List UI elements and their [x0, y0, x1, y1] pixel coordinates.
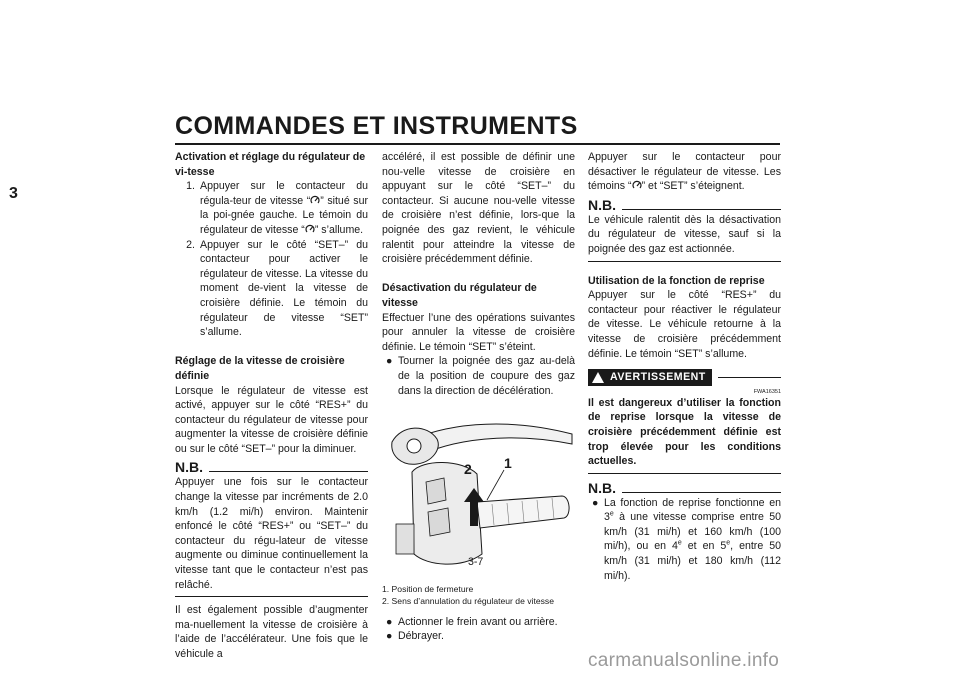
step-text: ” s’allume. [314, 223, 364, 236]
warning-badge [588, 369, 712, 386]
list-item: ● La fonction de reprise fonctionne en 3e à une vitesse comprise entre 50 km/h (31 mi/h) et 160 km/h (100 mi/h), ou en 4e et en 5e, entre 50 km/h (31 mi/h) et 180 km/h (112 mi/h). [592, 496, 781, 582]
step-text: Appuyer sur le côté “SET–” du contacteur pour activer le régulateur de vitesse. La vitesse du moment de-vient la vitesse de croisière définie. Le témoin du régulateur de vitesse “SET” s’allume. [200, 238, 368, 339]
figure-label-2: 2 [464, 461, 472, 478]
warning-text: Il est dangereux d’utiliser la fonction de reprise lorsque la vitesse de croisière précédemment définie est trop élevée pour les conditions actuelles. [588, 396, 781, 468]
note-label: N.B. [588, 196, 616, 213]
cruise-control-icon [310, 195, 320, 205]
list-item: ● Tourner la poignée des gaz au-delà de la position de coupure des gaz dans la direction de décélération. [386, 355, 575, 397]
paragraph: Appuyer sur le côté “RES+” du contacteur pour réactiver le régulateur de vitesse. Le véhicule retourne à la vitesse de croisière précédemment définie. Le témoin “SET” s’allume. [588, 289, 781, 360]
paragraph: Effectuer l’une des opérations suivantes pour annuler la vitesse de croisière définie. Le témoin “SET” s’éteint. [382, 311, 575, 353]
paragraph: accéléré, il est possible de définir une nou-velle vitesse de croisière en appuyant sur le côté “SET–” du contacteur. Si aucune nou-velle vitesse de croisière n’est définie, lors-que la poignée des gaz revient, le véhicule ralentit pour atteindre la vitesse de croisière précédemment définie. [382, 151, 575, 266]
section-heading-resume: Utilisation de la fonction de reprise [588, 274, 765, 287]
watermark: carmanualsonline.info [588, 650, 780, 671]
note-text: Appuyer une fois sur le contacteur change la vitesse par incréments de 2.0 km/h (1.2 mi/h) environ. Maintenir enfoncé le côté “RES+” ou “SET–” du contacteur du régu-lateur de vitesse augmente ou diminue continuellement la vitesse tant que le contacteur n’est pas relâché. [175, 476, 368, 591]
cruise-control-icon [632, 180, 642, 190]
activation-steps [175, 179, 368, 340]
warning-header [588, 369, 781, 386]
page-title: COMMANDES ET INSTRUMENTS [175, 112, 578, 140]
paragraph: Il est également possible d’augmenter ma-nuellement la vitesse de croisière à l’aide de l’accélérateur. Une fois que le véhicule a [175, 604, 368, 660]
handlebar-illustration [382, 404, 575, 574]
note-header [588, 480, 781, 496]
warning-label: AVERTISSEMENT [610, 371, 706, 384]
header-rule [175, 143, 780, 145]
note-header [588, 197, 781, 213]
warning-code: FWA16351 [753, 388, 781, 395]
page-number: 3-7 [468, 556, 484, 568]
bullet-list [382, 354, 575, 398]
note-header [175, 459, 368, 475]
bullet-list [588, 496, 781, 584]
note-label: N.B. [588, 479, 616, 496]
column-3 [588, 150, 781, 583]
step-1 [175, 179, 368, 237]
note-text: Le véhicule ralentit dès la désactivation du régulateur de vitesse, sauf si la poignée des gaz est actionnée. [588, 213, 781, 255]
bullet-list [382, 615, 575, 644]
step-number: 2. [186, 238, 195, 251]
note-end-rule [588, 261, 781, 262]
cruise-control-icon [305, 224, 315, 234]
step-text: ” situé sur la poi-gnée gauche. Le témoin du régulateur de vitesse “ [200, 194, 368, 236]
note-end-rule [175, 596, 368, 597]
figure-caption: 2. Sens d’annulation du régulateur de vitesse [382, 595, 554, 606]
section-heading-activation: Activation et réglage du régulateur de vi-tesse [175, 151, 366, 178]
warning-icon [592, 372, 604, 383]
section-heading-deactivation: Désactivation du régulateur de vitesse [382, 282, 537, 309]
chapter-number: 3 [0, 185, 33, 229]
warning-end-rule [588, 473, 781, 474]
column-2 [382, 150, 575, 644]
note-label: N.B. [175, 459, 203, 476]
paragraph: Lorsque le régulateur de vitesse est activé, appuyer sur le côté “RES+” du contacteur du régulateur de vitesse pour augmenter la vitesse de croisière définie ou sur le côté “SET–” pour la diminuer. [175, 384, 368, 455]
step-text: Appuyer sur le contacteur du régula-teur de vitesse “ [200, 180, 368, 207]
figure-label-1: 1 [504, 455, 512, 472]
list-item: ● Actionner le frein avant ou arrière. [386, 615, 558, 628]
column-1 [175, 150, 368, 662]
paragraph: Appuyer sur le contacteur pour désactiver le régulateur de vitesse. Les témoins “ ” et “SET” s’éteignent. [588, 151, 781, 193]
figure-caption: 1. Position de fermeture [382, 583, 474, 594]
list-item: ● Débrayer. [386, 630, 444, 643]
step-number: 1. [186, 180, 195, 193]
section-heading-adjust: Réglage de la vitesse de croisière définie [175, 355, 345, 382]
step-2 [175, 238, 368, 340]
